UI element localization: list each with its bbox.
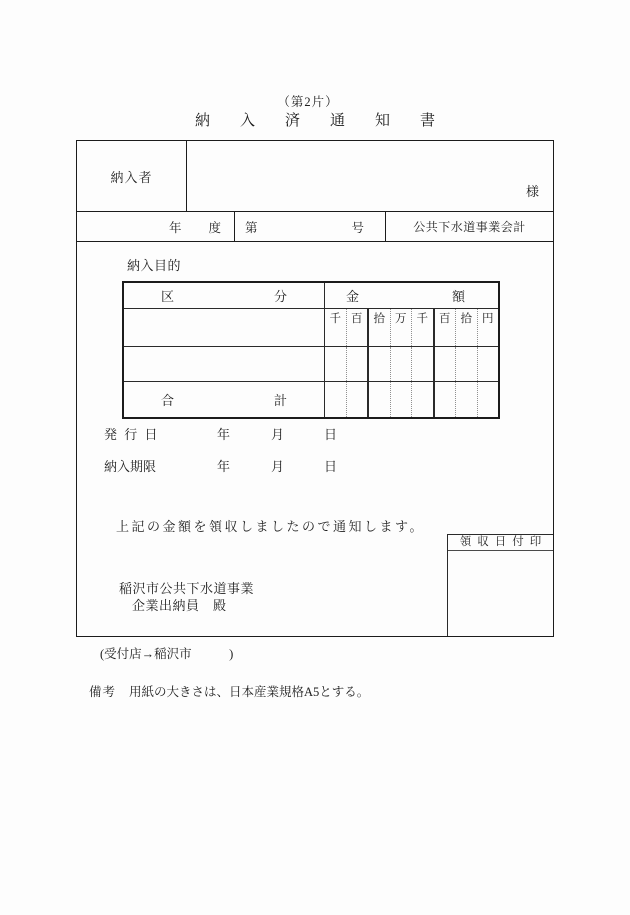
category-header-char: 区 bbox=[161, 289, 175, 304]
year-char: 度 bbox=[208, 220, 221, 235]
digit-label: 千 bbox=[416, 313, 428, 325]
digit-header-row bbox=[124, 309, 498, 347]
digit-col-en bbox=[478, 309, 499, 346]
amount-cell bbox=[456, 347, 478, 381]
amount-table-header-row bbox=[124, 283, 498, 309]
remarks-label: 備考 bbox=[89, 685, 117, 699]
reception-route-note: (受付店→稲沢市 ) bbox=[100, 647, 234, 661]
due-date-label: 納入期限 bbox=[104, 459, 157, 474]
amount-header-char: 金 bbox=[346, 289, 360, 304]
issue-date-label: 発 行 日 bbox=[104, 427, 158, 442]
title-row bbox=[0, 109, 630, 130]
document-number-cell bbox=[234, 212, 386, 241]
purpose-label: 納入目的 bbox=[127, 258, 182, 273]
amount-cell bbox=[412, 347, 435, 381]
sender-treasurer: 企業出納員 殿 bbox=[132, 598, 227, 613]
year-unit-label: 年 bbox=[217, 427, 231, 442]
amount-cell bbox=[391, 382, 413, 417]
total-label-char: 計 bbox=[273, 393, 287, 408]
remarks-line bbox=[89, 682, 369, 700]
amount-cell bbox=[478, 347, 499, 381]
total-row bbox=[124, 382, 498, 417]
amount-cell bbox=[369, 347, 391, 381]
amount-cell bbox=[435, 347, 457, 381]
amount-cell bbox=[325, 382, 347, 417]
payer-name-cell bbox=[187, 141, 553, 211]
amount-cell bbox=[435, 382, 457, 417]
honorific-label: 様 bbox=[525, 184, 539, 199]
amount-cell bbox=[412, 382, 435, 417]
digit-label: 千 bbox=[329, 313, 341, 325]
total-label-char: 合 bbox=[161, 393, 175, 408]
number-suffix-label: 号 bbox=[351, 220, 364, 235]
payer-row bbox=[77, 141, 553, 212]
total-label-cell bbox=[124, 382, 325, 417]
account-label: 公共下水道事業会計 bbox=[413, 220, 526, 234]
due-date-line bbox=[77, 456, 553, 472]
amount-table bbox=[122, 281, 500, 419]
document-title: 納入済通知書 bbox=[194, 113, 465, 129]
category-cell bbox=[124, 309, 325, 346]
digit-label: 円 bbox=[482, 313, 494, 325]
day-unit-label: 日 bbox=[324, 459, 338, 474]
amount-cell bbox=[347, 347, 370, 381]
year-char: 年 bbox=[168, 220, 182, 235]
payer-label: 納入者 bbox=[110, 169, 153, 185]
digit-col-sen1 bbox=[325, 309, 347, 346]
digit-col-hyaku1 bbox=[347, 309, 370, 346]
category-header-cell bbox=[124, 283, 325, 308]
amount-cell bbox=[478, 382, 499, 417]
fiscal-year-cell bbox=[77, 212, 234, 241]
number-prefix-label: 第 bbox=[245, 220, 258, 235]
digit-label: 拾 bbox=[373, 313, 385, 325]
digit-label: 万 bbox=[395, 313, 407, 325]
year-number-row bbox=[77, 212, 553, 242]
amount-cell bbox=[456, 382, 478, 417]
category-cell bbox=[124, 347, 325, 381]
account-cell bbox=[386, 212, 553, 241]
digit-label: 百 bbox=[439, 313, 451, 325]
digit-label: 百 bbox=[351, 313, 363, 325]
notice-main-box bbox=[76, 140, 554, 637]
digit-col-ju2 bbox=[456, 309, 478, 346]
day-unit-label: 日 bbox=[324, 427, 338, 442]
receipt-stamp-label: 領収日付印 bbox=[448, 535, 553, 551]
receipt-date-stamp-box bbox=[447, 534, 553, 636]
digit-col-sen2 bbox=[412, 309, 435, 346]
amount-cell bbox=[391, 347, 413, 381]
amount-entry-row bbox=[124, 347, 498, 382]
year-unit-label: 年 bbox=[217, 459, 231, 474]
payer-label-cell bbox=[77, 141, 187, 211]
amount-cell bbox=[347, 382, 370, 417]
amount-header-cell bbox=[325, 283, 498, 308]
digit-col-hyaku2 bbox=[435, 309, 457, 346]
digit-col-ju1 bbox=[369, 309, 391, 346]
digit-label: 拾 bbox=[460, 313, 472, 325]
category-header-char: 分 bbox=[273, 289, 287, 304]
sheet-number-label: （第2片） bbox=[277, 95, 339, 109]
amount-cell bbox=[325, 347, 347, 381]
amount-header-char: 額 bbox=[451, 289, 465, 304]
digit-col-man bbox=[391, 309, 413, 346]
month-unit-label: 月 bbox=[271, 459, 285, 474]
remarks-text: 用紙の大きさは、日本産業規格A5とする。 bbox=[129, 685, 370, 699]
month-unit-label: 月 bbox=[271, 427, 285, 442]
receipt-stamp-area bbox=[448, 551, 553, 636]
sender-organization: 稲沢市公共下水道事業 bbox=[119, 581, 255, 596]
receipt-notice-text: 上記の金額を領収しましたので通知します。 bbox=[116, 519, 425, 534]
issue-date-line bbox=[77, 424, 553, 440]
amount-cell bbox=[369, 382, 391, 417]
